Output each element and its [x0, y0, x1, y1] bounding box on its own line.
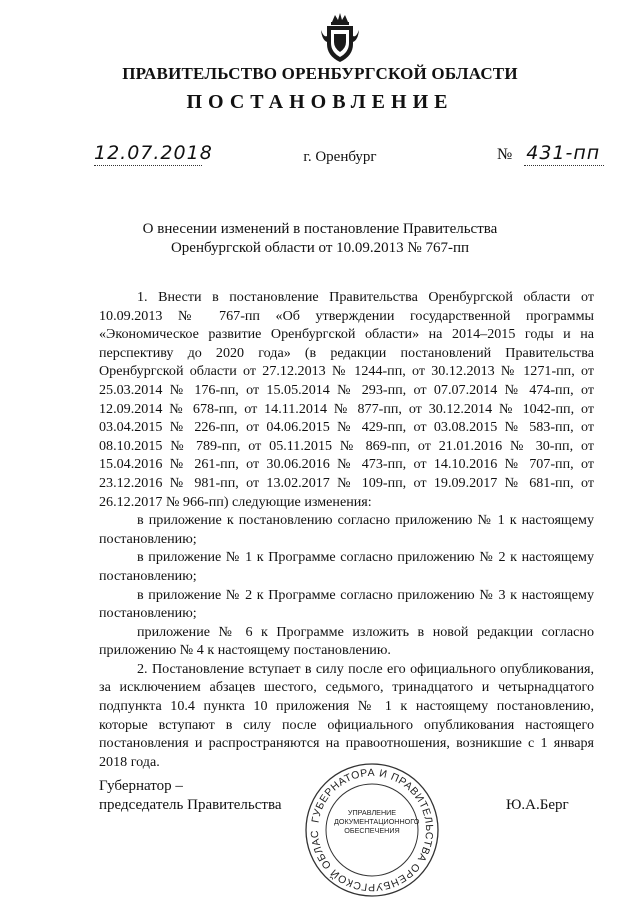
official-stamp — [302, 760, 442, 900]
stamp-center-text — [334, 808, 420, 835]
signatory-title — [99, 777, 282, 815]
document-date — [94, 142, 213, 166]
subject-line-1: О внесении изменений в постановление Правительства — [142, 221, 498, 237]
document-body — [99, 288, 594, 771]
government-title: ПРАВИТЕЛЬСТВО ОРЕНБУРГСКОЙ ОБЛАСТИ — [122, 64, 518, 83]
subject-line-2: Оренбургской области от 10.09.2013 № 767-пп — [170, 240, 470, 256]
number-sign: № — [497, 146, 513, 163]
document-subject — [120, 220, 520, 258]
stamp-ring-text: ГУБЕРНАТОРА И ПРАВИТЕЛЬСТВА ОРЕНБУРГСКОЙ ОБЛАС — [308, 766, 436, 894]
body-paragraph-1: 1. Внести в постановление Правительства Оренбургской области от 10.09.2013 № 767-пп «Об утверждении государственной программы «Экономическое развитие Оренбургской области» на 2014–2015 годы и на перспективу до 2020 года» (в редакции постановлений Правительства Оренбургской области от 27.12.2013 № 1244-пп, от 30.12.2013 № 1271-пп, от 25.03.2014 № 176-пп, от 15.05.2014 № 293-пп, от 07.07.2014 № 474-пп, от 12.09.2014 № 678-пп, от 14.11.2014 № 877-пп, от 30.12.2014 № 1042-пп, от 03.04.2015 № 226-пп, от 04.06.2015 № 429-пп, от 03.08.2015 № 583-пп, от 08.10.2015 № 789-пп, от 05.11.2015 № 869-пп, от 21.01.2016 № 30-пп, от 15.04.2016 № 261-пп, от 30.06.2016 № 473-пп, от 14.10.2016 № 707-пп, от 23.12.2016 № 981-пп, от 13.02.2017 № 109-пп, от 19.09.2017 № 681-пп, от 26.12.2017 № 966-пп) следующие изменения: — [99, 289, 594, 510]
stamp-center-line-1: УПРАВЛЕНИЕ — [347, 808, 397, 817]
body-paragraph-6: 2. Постановление вступает в силу после его официального опубликования, за исключением абзацев шестого, седьмого, тринадцатого и четырнадцатого подпункта 10.4 пункта 10 приложения № 1 к настоящему постановлению, которые вступают в силу после официального опубликования настоящего постановления и распространяются на правоотношения, возникшие с 1 января 2018 года. — [99, 660, 594, 770]
handwritten-date: 12.07.2018 — [94, 142, 213, 164]
body-paragraph-5: приложение № 6 к Программе изложить в новой редакции согласно приложению № 4 к настоящему постановлению. — [99, 623, 594, 659]
city-name: г. Оренбург — [303, 149, 377, 165]
handwritten-number: 431-пп — [524, 142, 604, 166]
body-paragraph-3: в приложение № 1 к Программе согласно приложению № 2 к настоящему постановлению; — [99, 549, 594, 584]
stamp-center-line-3: ОБЕСПЕЧЕНИЯ — [344, 826, 400, 835]
body-paragraph-2: в приложение к постановлению согласно приложению № 1 к настоящему постановлению; — [99, 512, 594, 547]
signatory-title-line-1: Губернатор – — [99, 778, 183, 794]
stamp-center-line-2: ДОКУМЕНТАЦИОННОГО — [334, 817, 420, 826]
body-paragraph-4: в приложение № 2 к Программе согласно приложению № 3 к настоящему постановлению; — [99, 586, 594, 622]
document-number — [497, 142, 601, 166]
signatory-name: Ю.А.Берг — [506, 797, 569, 813]
coat-of-arms-icon — [318, 12, 362, 64]
signatory-title-line-2: председатель Правительства — [99, 797, 282, 813]
document-type-heading: ПОСТАНОВЛЕНИЕ — [186, 91, 454, 113]
